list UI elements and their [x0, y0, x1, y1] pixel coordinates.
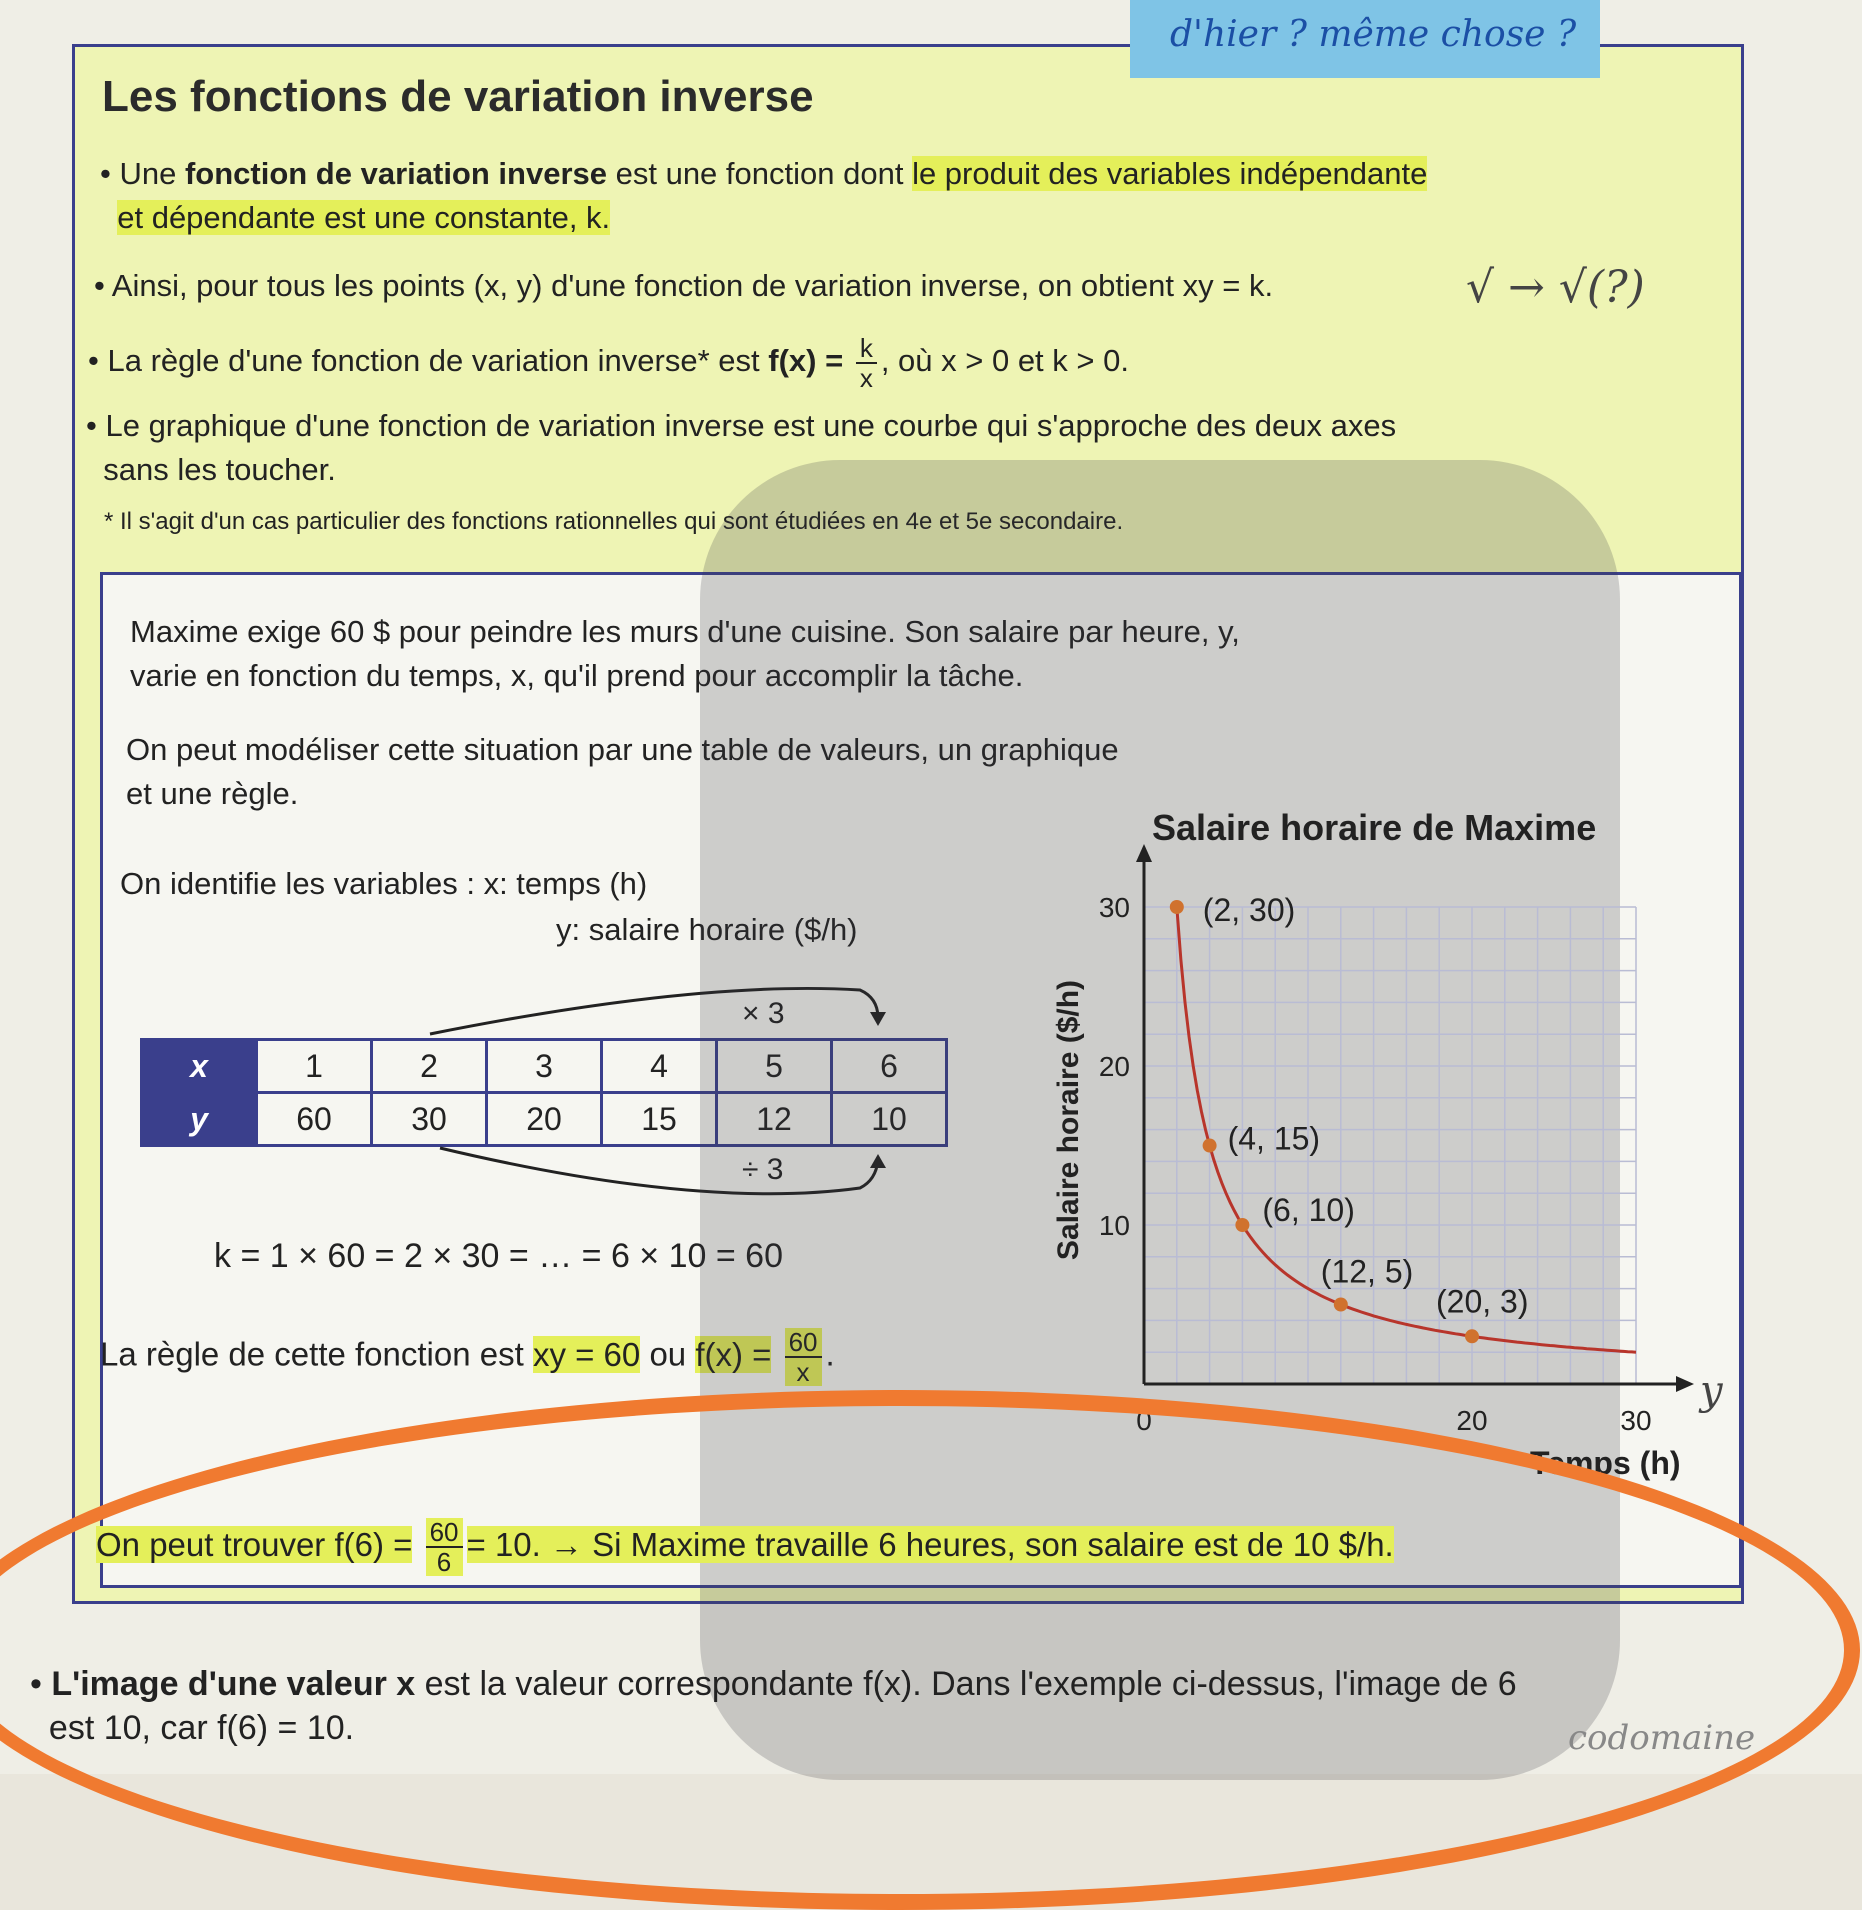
- handwritten-check: √ → √(?): [1466, 262, 1645, 313]
- chart-title: Salaire horaire de Maxime: [1152, 807, 1597, 848]
- hand-codomaine-note: codomaine: [1568, 1718, 1756, 1758]
- point-label: (12, 5): [1320, 1253, 1414, 1290]
- bullet-rule: • La règle d'une fonction de variation inverse* est f(x) = $\frac{k}{x}$ , où x > 0 et k > 0.: [88, 333, 1129, 393]
- footnote: * Il s'agit d'un cas particulier des fonctions rationnelles qui sont étudiées en 4e et 5e secondaire.: [104, 508, 1124, 535]
- y-tick-label: 10: [1098, 1210, 1130, 1241]
- find-f6-sentence: On peut trouver f(6) = $\frac{60}{6}$ = 10. → Si Maxime travaille 6 heures, son salaire est de 10 $/h.: [96, 1517, 1394, 1577]
- table-header-x: x: [142, 1040, 257, 1093]
- k-computation: k = 1 × 60 = 2 × 30 = … = 6 × 10 = 60: [214, 1237, 783, 1275]
- variables-x: On identifie les variables : x: temps (h): [120, 866, 648, 901]
- x-tick-label: 30: [1620, 1405, 1652, 1436]
- table-cell: 6: [832, 1040, 947, 1093]
- table-cell: 1: [257, 1040, 372, 1093]
- table-cell: 10: [832, 1093, 947, 1146]
- data-point: [1170, 900, 1184, 914]
- rule-sentence: La règle de cette fonction est xy = 60 ou f(x) = $\frac{60}{x}$ .: [100, 1327, 835, 1387]
- bullet-xy-k: • Ainsi, pour tous les points (x, y) d'une fonction de variation inverse, on obtient xy = k.: [94, 268, 1274, 303]
- y-tick-label: 30: [1098, 892, 1130, 923]
- y-tick-label: 20: [1098, 1051, 1130, 1082]
- image-definition: • L'image d'une valeur x est la valeur correspondante f(x). Dans l'exemple ci-dessus, l'image de 6 est 10, car f(6) = 10.: [30, 1665, 1517, 1747]
- example-modeling: On peut modéliser cette situation par une table de valeurs, un graphique et une règle.: [126, 732, 1119, 811]
- table-cell: 12: [717, 1093, 832, 1146]
- chart-xlabel: Temps (h): [1530, 1445, 1681, 1481]
- data-point: [1334, 1298, 1348, 1312]
- variables-y: y: salaire horaire ($/h): [556, 912, 858, 947]
- data-point: [1235, 1218, 1249, 1232]
- data-point: [1203, 1139, 1217, 1153]
- divide-3-label: ÷ 3: [742, 1153, 784, 1186]
- hand-axis-note: y: [1700, 1368, 1723, 1414]
- point-label: (4, 15): [1227, 1120, 1321, 1157]
- table-cell: 30: [372, 1093, 487, 1146]
- table-cell: 20: [487, 1093, 602, 1146]
- table-cell: 60: [257, 1093, 372, 1146]
- x-tick-label: 0: [1136, 1405, 1152, 1436]
- page-title: Les fonctions de variation inverse: [102, 72, 814, 121]
- point-label: (2, 30): [1202, 892, 1296, 928]
- table-cell: 3: [487, 1040, 602, 1093]
- chart-ylabel: Salaire horaire ($/h): [1052, 979, 1085, 1261]
- table-cell: 4: [602, 1040, 717, 1093]
- data-point: [1465, 1329, 1479, 1343]
- point-label: (20, 3): [1436, 1283, 1529, 1320]
- example-intro: Maxime exige 60 $ pour peindre les murs d'une cuisine. Son salaire par heure, y, varie en fonction du temps, x, qu'il prend pour accomplir la tâche.: [130, 614, 1240, 693]
- bullet-graph: • Le graphique d'une fonction de variation inverse est une courbe qui s'approche des deux axes sans les toucher.: [86, 408, 1397, 487]
- table-cell: 5: [717, 1040, 832, 1093]
- times-3-label: × 3: [742, 997, 785, 1030]
- point-label: (6, 10): [1262, 1192, 1355, 1228]
- orange-circle-annotation: [0, 1390, 1860, 1910]
- bullet-definition: • Une fonction de variation inverse est une fonction dont le produit des variables indépendante et dépendante est une constante, k.: [100, 156, 1428, 235]
- sticky-note-text: d'hier ? même chose ?: [1170, 14, 1577, 55]
- table-cell: 2: [372, 1040, 487, 1093]
- x-tick-label: 20: [1456, 1405, 1488, 1436]
- table-header-y: y: [142, 1093, 257, 1146]
- table-cell: 15: [602, 1093, 717, 1146]
